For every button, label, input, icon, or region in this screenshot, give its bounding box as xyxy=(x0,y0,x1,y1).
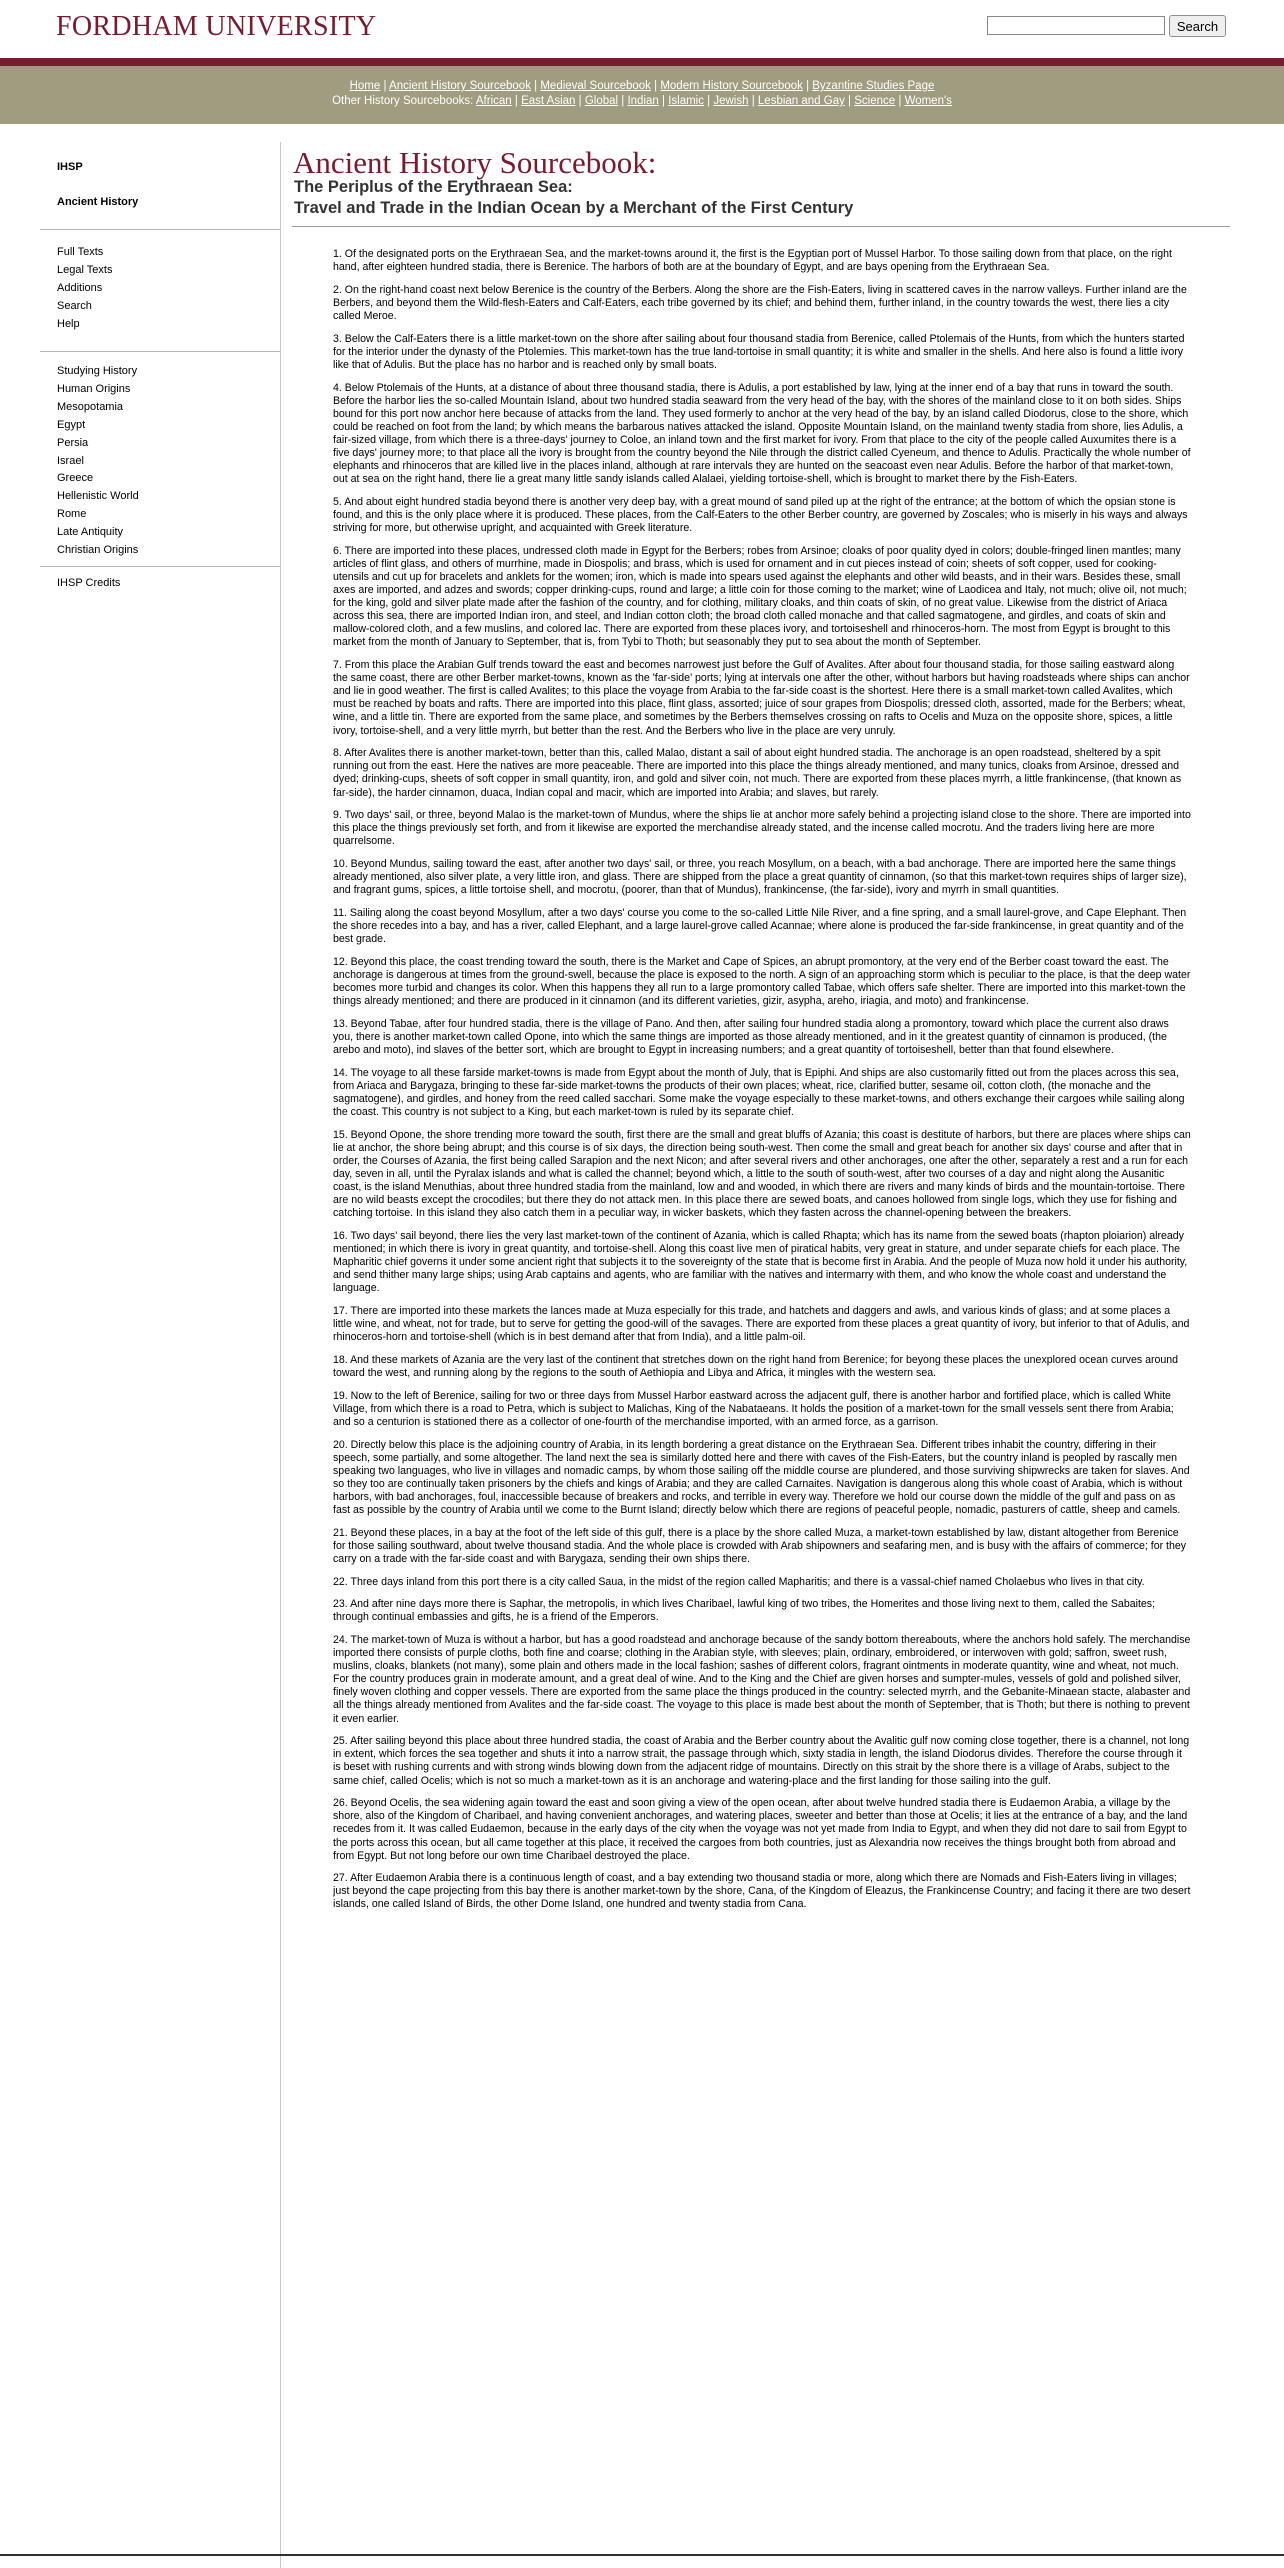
viewport-bottom-edge xyxy=(0,2554,1284,2556)
nav-link-science[interactable]: Science xyxy=(854,95,896,107)
search-input[interactable] xyxy=(987,16,1165,35)
other-sourcebooks-label: Other History Sourcebooks: xyxy=(332,95,474,107)
sourcebook-nav xyxy=(0,66,1284,124)
nav-separator: | xyxy=(650,80,661,92)
paragraph: 5. And about eight hundred stadia beyond there is another very deep bay, with a great mound of sand piled up at the right of the entrance; at the bottom of which the opsian stone is found, and this is the only place where it is produced. These places, from the Calf-Eaters to the other Berber country, are governed by Zoscales; who is miserly in his ways and always striving for more, but otherwise upright, and acquainted with Greek literature. xyxy=(333,495,1188,535)
sidebar-item-rome[interactable]: Rome xyxy=(57,508,87,521)
sidebar-item-late-antiquity[interactable]: Late Antiquity xyxy=(57,526,124,539)
nav-separator: | xyxy=(511,95,522,107)
paragraph: 9. Two days' sail, or three, beyond Malao is the market-town of Mundus, where the ships lie at anchor more safely behind a projecting island close to the shore. There are imported into this place the things previously set forth, and from it likewise are exported the merchandise already stated, and the incense called mocrotu. And the traders living here are more quarrelsome. xyxy=(333,809,1191,848)
nav-separator: | xyxy=(703,95,714,107)
nav-link-indian[interactable]: Indian xyxy=(627,95,659,107)
paragraph: 6. There are imported into these places, undressed cloth made in Egypt for the Berbers; robes from Arsinoe; cloaks of poor quality dyed in colors; double-fringed linen mantles; many articles of flint glass, and others of murrhine, made in Diospolis; and brass, which is used for ornament and in cut pieces instead of coin; sheets of soft copper, used for cooking-utensils and cut up for bracelets and anklets for the women; iron, which is made into spears used against the elephants and other wild beasts, and in their wars. Besides these, small axes are imported, and adzes and swords; copper drinking-cups, round and large; a little coin for those coming to the market; wine of Laodicea and Italy, not much; olive oil, not much; for the king, gold and silver plate made after the fashion of the country, and for clothing, military cloaks, and thin coats of skin, of no great value. Likewise from the district of Ariaca across this sea, there are imported Indian iron, and steel, and Indian cotton cloth; the broad cloth called monache and that called sagmatogene, and girdles, and coats of skin and mallow-colored cloth, and a few muslins, and colored lac. There are exported from these places ivory, and tortoiseshell and rhinoceros-horn. The most from Egypt is brought to this market from the month of January to September, that is, from Tybi to Thoth; but seasonably they put to sea about the month of September. xyxy=(333,544,1187,649)
paragraph: 18. And these markets of Azania are the very last of the continent that stretches down on the right hand from Berenice; for beyong these places the unexplored ocean curves around toward the west, and running along by the regions to the south of Aethiopia and Libya and Africa, it mingles with the western sea. xyxy=(333,1353,1179,1379)
nav-separator: | xyxy=(748,95,758,107)
nav-separator: | xyxy=(530,80,541,92)
sidebar-item-christian-origins[interactable]: Christian Origins xyxy=(57,544,139,556)
paragraph: 17. There are imported into these markets the lances made at Muza especially for this trade, and hatchets and daggers and awls, and various kinds of glass; and at some places a little wine, and wheat, not for trade, but to serve for getting the good-will of the savages. There are exported from these places a great quantity of ivory, but inferior to that of Adulis, and rhinoceros-horn and tortoise-shell (which is in best demand after that from India), and a little palm-oil. xyxy=(333,1304,1190,1344)
document-body xyxy=(333,248,1191,2568)
nav-link-east-asian[interactable]: East Asian xyxy=(521,95,576,107)
sidebar-item-legal-texts[interactable]: Legal Texts xyxy=(57,264,113,276)
header-divider-bar xyxy=(0,58,1284,66)
paragraph: 8. After Avalites there is another market-town, better than this, called Malao, distant a sail of about eight hundred stadia. The anchorage is an open roadstead, sheltered by a spit running out from the east. Here the natives are more peaceable. There are imported into this place the things already mentioned, and many tunics, cloaks from Arsinoe, dressed and dyed; drinking-cups, sheets of soft copper in small quantity, iron, and gold and silver coin, not much. There are exported from these places myrrh, a little frankincense, (that known as far-side), the harder cinnamon, duaca, Indian copal and macir, which are imported into Arabia; and slaves, but rarely. xyxy=(333,747,1182,799)
nav-link-islamic[interactable]: Islamic xyxy=(668,95,704,107)
site-header xyxy=(0,0,1284,58)
sidebar-item-persia[interactable]: Persia xyxy=(57,436,89,449)
paragraph: 10. Beyond Mundus, sailing toward the east, after another two days' sail, or three, you reach Mosyllum, on a beach, with a bad anchorage. There are imported here the same things already mentioned, also silver plate, a very little iron, and glass. There are shipped from the place a great quantity of cinnamon, (so that this market-town requires ships of larger size), and fragrant gums, spices, a little tortoise shell, and mocrotu, (poorer, than that of Mundus), frankincense, (the far-side), ivory and myrrh in small quantities. xyxy=(333,858,1187,897)
sidebar-item-studying-history[interactable]: Studying History xyxy=(57,365,138,377)
page-subtitle: The Periplus of the Erythraean Sea: xyxy=(294,178,573,196)
nav-link-modern-history-sourcebook[interactable]: Modern History Sourcebook xyxy=(660,80,803,92)
title-divider xyxy=(292,226,1230,227)
paragraph: 7. From this place the Arabian Gulf trends toward the east and becomes narrowest just before the Gulf of Avalites. After about four thousand stadia, for those sailing eastward along the same coast, there are other Berber market-towns, known as the 'far-side' ports; lying at intervals one after the other, without harbors but having roadsteads where ships can anchor and lie in good weather. The first is called Avalites; to this place the voyage from Arabia to the far-side coast is the shortest. Here there is a small market-town called Avalites, which must be reached by boats and rafts. There are imported into this place, flint glass, assorted; juice of sour grapes from Diospolis; dressed cloth, assorted, made for the Berbers; wheat, wine, and a little tin. There are exported from the same place, and sometimes by the Berbers themselves crossing on rafts to Ocelis and Muza on the opposite shore, spices, a little ivory, tortoise-shell, and a very little myrrh, but better than the rest. And the Berbers who live in the place are very unruly. xyxy=(333,659,1190,737)
sidebar-item-greece[interactable]: Greece xyxy=(57,472,94,485)
sidebar-ancient-history-link[interactable]: Ancient History xyxy=(57,196,139,208)
nav-separator: | xyxy=(658,95,669,107)
nav-separator: | xyxy=(575,95,585,107)
sidebar-item-mesopotamia[interactable]: Mesopotamia xyxy=(57,400,124,413)
nav-separator: | xyxy=(618,95,628,107)
nav-link-home[interactable]: Home xyxy=(349,80,381,92)
sidebar-ihsp-link[interactable]: IHSP xyxy=(57,161,83,173)
paragraph: 22. Three days inland from this port there is a city called Saua, in the midst of the region called Mapharitis; and there is a vassal-chief named Cholaebus who lives in that city. xyxy=(333,1575,1145,1588)
paragraph: 25. After sailing beyond this place about three hundred stadia, the coast of Arabia and the Berber country about the Avalitic gulf now coming close together, there is a channel, not long in extent, which forces the sea together and shuts it into a narrow strait, the passage through which, sixty stadia in length, the island Diodorus divides. Therefore the course through it is beset with rushing currents and with strong winds blowing down from the adjacent ridge of mountains. Directly on this strait by the shore there is a village of Arabs, subject to the same chief, called Ocelis; which is not so much a market-town as it is an anchorage and watering-place and the first landing for those sailing into the gulf. xyxy=(333,1735,1190,1787)
nav-row-other xyxy=(0,95,1284,107)
page-title: Ancient History Sourcebook: xyxy=(293,145,657,180)
nav-link-byzantine-studies-page[interactable]: Byzantine Studies Page xyxy=(812,80,935,92)
sidebar-item-help[interactable]: Help xyxy=(57,318,80,330)
nav-link-women-s[interactable]: Women's xyxy=(904,95,952,107)
paragraph: 14. The voyage to all these farside market-towns is made from Egypt about the month of July, that is Epiphi. And ships are also customarily fitted out from the places across this sea, from Ariaca and Barygaza, bringing to these far-side market-towns the products of their own places; wheat, rice, clarified butter, sesame oil, cotton cloth, (the monache and the sagmatogene), and girdles, and honey from the reed called sacchari. Some make the voyage especially to these market-towns, and others exchange their cargoes while sailing along the coast. This country is not subject to a King, but each market-town is ruled by its separate chief. xyxy=(333,1066,1185,1118)
paragraph: 3. Below the Calf-Eaters there is a little market-town on the shore after sailing about four thousand stadia from Berenice, called Ptolemais of the Hunts, from which the hunters started for the interior under the dynasty of the Ptolemies. This market-town has the true land-tortoise in small quantity; it is white and smaller in the shells. And here also is found a little ivory like that of Adulis. But the place has no harbor and is reached only by small boats. xyxy=(333,332,1185,371)
paragraph: 2. On the right-hand coast next below Berenice is the country of the Berbers. Along the shore are the Fish-Eaters, living in scattered caves in the narrow valleys. Further inland are the Berbers, and beyond them the Wild-flesh-Eaters and Calf-Eaters, each tribe governed by its chief; and behind them, further inland, in the country towards the west, there lies a city called Meroe. xyxy=(333,283,1187,322)
sidebar-item-hellenistic-world[interactable]: Hellenistic World xyxy=(57,490,139,503)
paragraph: 24. The market-town of Muza is without a harbor, but has a good roadstead and anchorage because of the sandy bottom thereabouts, where the anchors hold safely. The merchandise imported there consists of purple cloths, both fine and coarse; clothing in the Arabian style, with sleeves; plain, ordinary, embroidered, or interwoven with gold; saffron, sweet rush, muslins, cloaks, blankets (not many), some plain and others made in the local fashion; sashes of different colors, fragrant ointments in moderate quantity, wine and wheat, not much. For the country produces grain in moderate amount, and a great deal of wine. And to the King and the Chief are given horses and sumpter-mules, vessels of gold and polished silver, finely woven clothing and copper vessels. There are exported from the same place the things produced in the country: selected myrrh, and the Gebanite-Minaean stacte, alabaster and all the things already mentioned from Avalites and the far-side coast. The voyage to this place is made best about the month of September, that is Thoth; but there is nothing to prevent it even earlier. xyxy=(333,1634,1191,1725)
sidebar-item-israel[interactable]: Israel xyxy=(57,454,84,467)
nav-link-african[interactable]: African xyxy=(475,95,512,107)
sidebar-item-egypt[interactable]: Egypt xyxy=(57,418,86,431)
nav-link-ancient-history-sourcebook[interactable]: Ancient History Sourcebook xyxy=(389,80,531,92)
nav-separator: | xyxy=(802,80,813,92)
nav-separator: | xyxy=(844,95,855,107)
nav-row-main xyxy=(0,80,1284,92)
university-logo[interactable]: FORDHAM UNIVERSITY xyxy=(56,11,377,42)
paragraph: 13. Beyond Tabae, after four hundred stadia, there is the village of Pano. And then, after sailing four hundred stadia along a promontory, toward which place the current also draws you, there is another market-town called Opone, into which the same things are imported as those already mentioned, and in it the greatest quantity of cinnamon is produced, (the arebo and moto), ind slaves of the better sort, which are brought to Egypt in increasing numbers; and a great quantity of tortoiseshell, better than that found elsewhere. xyxy=(333,1017,1169,1056)
sidebar-divider xyxy=(40,351,280,352)
sidebar-ihsp-credits-link[interactable]: IHSP Credits xyxy=(57,577,121,589)
nav-separator: | xyxy=(895,95,905,107)
paragraph: 11. Sailing along the coast beyond Mosyllum, after a two days' course you come to the so-called Little Nile River, and a fine spring, and a small laurel-grove, and Cape Elephant. Then the shore recedes into a bay, and has a river, called Elephant, and a large laurel-grove called Acannae; where alone is produced the far-side frankincense, in great quantity and of the best grade. xyxy=(333,906,1187,946)
paragraph: 27. After Eudaemon Arabia there is a continuous length of coast, and a bay extending two thousand stadia or more, along which there are Nomads and Fish-Eaters living in villages; just beyond the cape projecting from this bay there is another market-town by the shore, Cana, of the Kingdom of Eleazus, the Frankincense Country; and facing it there are two desert islands, one called Island of Birds, the other Dome Island, one hundred and twenty stadia from Cana. xyxy=(333,1872,1191,1911)
nav-link-jewish[interactable]: Jewish xyxy=(713,95,749,107)
other-sourcebook-links xyxy=(476,95,952,107)
sidebar-item-full-texts[interactable]: Full Texts xyxy=(57,246,104,258)
paragraph: 21. Beyond these places, in a bay at the foot of the left side of this gulf, there is a place by the shore called Muza, a market-town established by law, distant altogether from Berenice for those sailing southward, about twelve thousand stadia. And the whole place is crowded with Arab shipowners and seafaring men, and is busy with the affairs of commerce; for they carry on a trade with the far-side coast and with Barygaza, sending their own ships there. xyxy=(333,1526,1187,1565)
sidebar-item-human-origins[interactable]: Human Origins xyxy=(57,382,131,395)
nav-link-global[interactable]: Global xyxy=(584,95,619,107)
page-subtitle-secondary: Travel and Trade in the Indian Ocean by a Merchant of the First Century xyxy=(294,199,854,217)
paragraph: 20. Directly below this place is the adjoining country of Arabia, in its length bordering a great distance on the Erythraean Sea. Different tribes inhabit the country, differing in their speech, some partially, and some altogether. The land next the sea is similarly dotted here and there with caves of the Fish-Eaters, but the country inland is peopled by rascally men speaking two languages, who live in villages and nomadic camps, by whom those sailing off the middle course are plundered, and those surviving shipwrecks are taken for slaves. And so they too are continually taken prisoners by the chiefs and kings of Arabia; and they are called Carnaites. Navigation is dangerous along this whole coast of Arabia, which is without harbors, with bad anchorages, foul, inaccessible because of breakers and rocks, and terrible in every way. Therefore we hold our course down the middle of the gulf and pass on as fast as possible by the country of Arabia until we come to the Burnt Island; directly below which there are regions of peaceful people, nomadic, pasturers of cattle, sheep and camels. xyxy=(333,1438,1190,1516)
sidebar xyxy=(40,142,281,2568)
paragraph: 15. Beyond Opone, the shore trending more toward the south, first there are the small and great bluffs of Azania; this coast is destitute of harbors, but there are places where ships can lie at anchor, the shore being abrupt; and this course is of six days, the direction being south-west. Then come the small and great beach for another six days' course and after that in order, the Courses of Azania, the first being called Sarapion and the next Nicon; and after several rivers and other anchorages, one after the other, separately a rest and a run for each day, seven in all, until the Pyralax islands and what is called the channel; beyond which, a little to the south of south-west, after two courses of a day and night along the Ausanitic coast, is the island Menuthias, about three hundred stadia from the mainland, low and and wooded, in which there are rivers and many kinds of birds and the mountain-tortoise. There are no wild beasts except the crocodiles; but there they do not attack men. In this place there are sewed boats, and canoes hollowed from single logs, which they use for fishing and catching tortoise. In this island they also catch them in a peculiar way, in wicker baskets, which they fasten across the channel-opening between the breakers. xyxy=(333,1128,1191,1220)
nav-link-medieval-sourcebook[interactable]: Medieval Sourcebook xyxy=(540,80,651,92)
paragraph: 16. Two days' sail beyond, there lies the very last market-town of the continent of Azania, which is called Rhapta; which has its name from the sewed boats (rhapton ploiarion) already mentioned; in which there is ivory in great quantity, and tortoise-shell. Along this coast live men of piratical habits, very great in stature, and under separate chiefs for each place. The Mapharitic chief governs it under some ancient right that subjects it to the sovereignty of the state that is become first in Arabia. And the people of Muza now hold it under his authority, and send thither many large ships; using Arab captains and agents, who are familiar with the natives and intermarry with them, and who know the whole coast and understand the language. xyxy=(333,1229,1188,1295)
paragraph: 12. Beyond this place, the coast trending toward the south, there is the Market and Cape of Spices, an abrupt promontory, at the very end of the Berber coast toward the east. The anchorage is dangerous at times from the ground-swell, because the place is exposed to the north. A sign of an approaching storm which is peculiar to the place, is that the deep water becomes more turbid and changes its color. When this happens they all run to a large promontory called Tabae, which offers safe shelter. There are imported into this market-town the things already mentioned; and there are produced in it cinnamon (and its different varieties, gizir, asypha, areho, iriagia, and moto) and frankincense. xyxy=(333,955,1191,1008)
nav-link-lesbian-and-gay[interactable]: Lesbian and Gay xyxy=(757,95,845,107)
sidebar-divider xyxy=(40,566,280,567)
search-button[interactable]: Search xyxy=(1169,15,1226,37)
sidebar-item-search[interactable]: Search xyxy=(57,300,92,312)
paragraph: 4. Below Ptolemais of the Hunts, at a distance of about three thousand stadia, there is Adulis, a port established by law, lying at the inner end of a bay that runs in toward the south. Before the harbor lies the so-called Mountain Island, about two hundred stadia seaward from the very head of the bay, with the shores of the mainland close to it on both sides. Ships bound for this port now anchor here because of attacks from the land. They used formerly to anchor at the very head of the bay, by an island called Diodorus, close to the shore, which could be reached on foot from the land; by which means the barbarous natives attacked the island. Opposite Mountain Island, on the mainland twenty stadia from shore, lies Adulis, a fair-sized village, from which there is a three-days' journey to Coloe, an inland town and the first market for ivory. From that place to the city of the people called Auxumites there is a five days' journey more; to that place all the ivory is brought from the country beyond the Nile through the district called Cyeneum, and thence to Adulis. Practically the whole number of elephants and rhinoceros that are killed live in the places inland, although at rare intervals they are hunted on the seacoast even near Adulis. Before the harbor of that market-town, out at sea on the right hand, there lie a great many little sandy islands called Alalaei, yielding tortoise-shell, which is brought to market there by the Fish-Eaters. xyxy=(333,381,1191,486)
paragraph: 1. Of the designated ports on the Erythraean Sea, and the market-towns around it, the first is the Egyptian port of Mussel Harbor. To those sailing down from that place, on the right hand, after eighteen hundred stadia, there is Berenice. The harbors of both are at the boundary of Egypt, and are bays opening from the Erythraean Sea. xyxy=(333,248,1172,274)
sidebar-divider xyxy=(40,229,280,230)
paragraph: 19. Now to the left of Berenice, sailing for two or three days from Mussel Harbor eastward across the adjacent gulf, there is another harbor and fortified place, which is called White Village, from which there is a road to Petra, which is subject to Malichas, King of the Nabataeans. It holds the position of a market-town for the small vessels sent there from Arabia; and so a centurion is stationed there as a collector of one-fourth of the merchandise imported, with an armed force, as a garrison. xyxy=(333,1389,1174,1428)
nav-separator: | xyxy=(380,80,390,92)
sidebar-item-additions[interactable]: Additions xyxy=(57,282,103,294)
paragraph: 23. And after nine days more there is Saphar, the metropolis, in which lives Charibael, lawful king of two tribes, the Homerites and those living next to them, called the Sabaites; through continual embassies and gifts, he is a friend of the Emperors. xyxy=(333,1598,1156,1624)
paragraph: 26. Beyond Ocelis, the sea widening again toward the east and soon giving a view of the open ocean, after about twelve hundred stadia there is Eudaemon Arabia, a village by the shore, also of the Kingdom of Charibael, and having convenient anchorages, and watering places, sweeter and better than those at Ocelis; it lies at the entrance of a bay, and the land recedes from it. It was called Eudaemon, because in the early days of the city when the voyage was not yet made from India to Egypt, and when they did not dare to sail from Egypt to the ports across this ocean, but all came together at this place, it received the cargoes from both countries, just as Alexandria now receives the things brought both from abroad and from Egypt. But not long before our own time Charibael destroyed the place. xyxy=(333,1797,1188,1862)
